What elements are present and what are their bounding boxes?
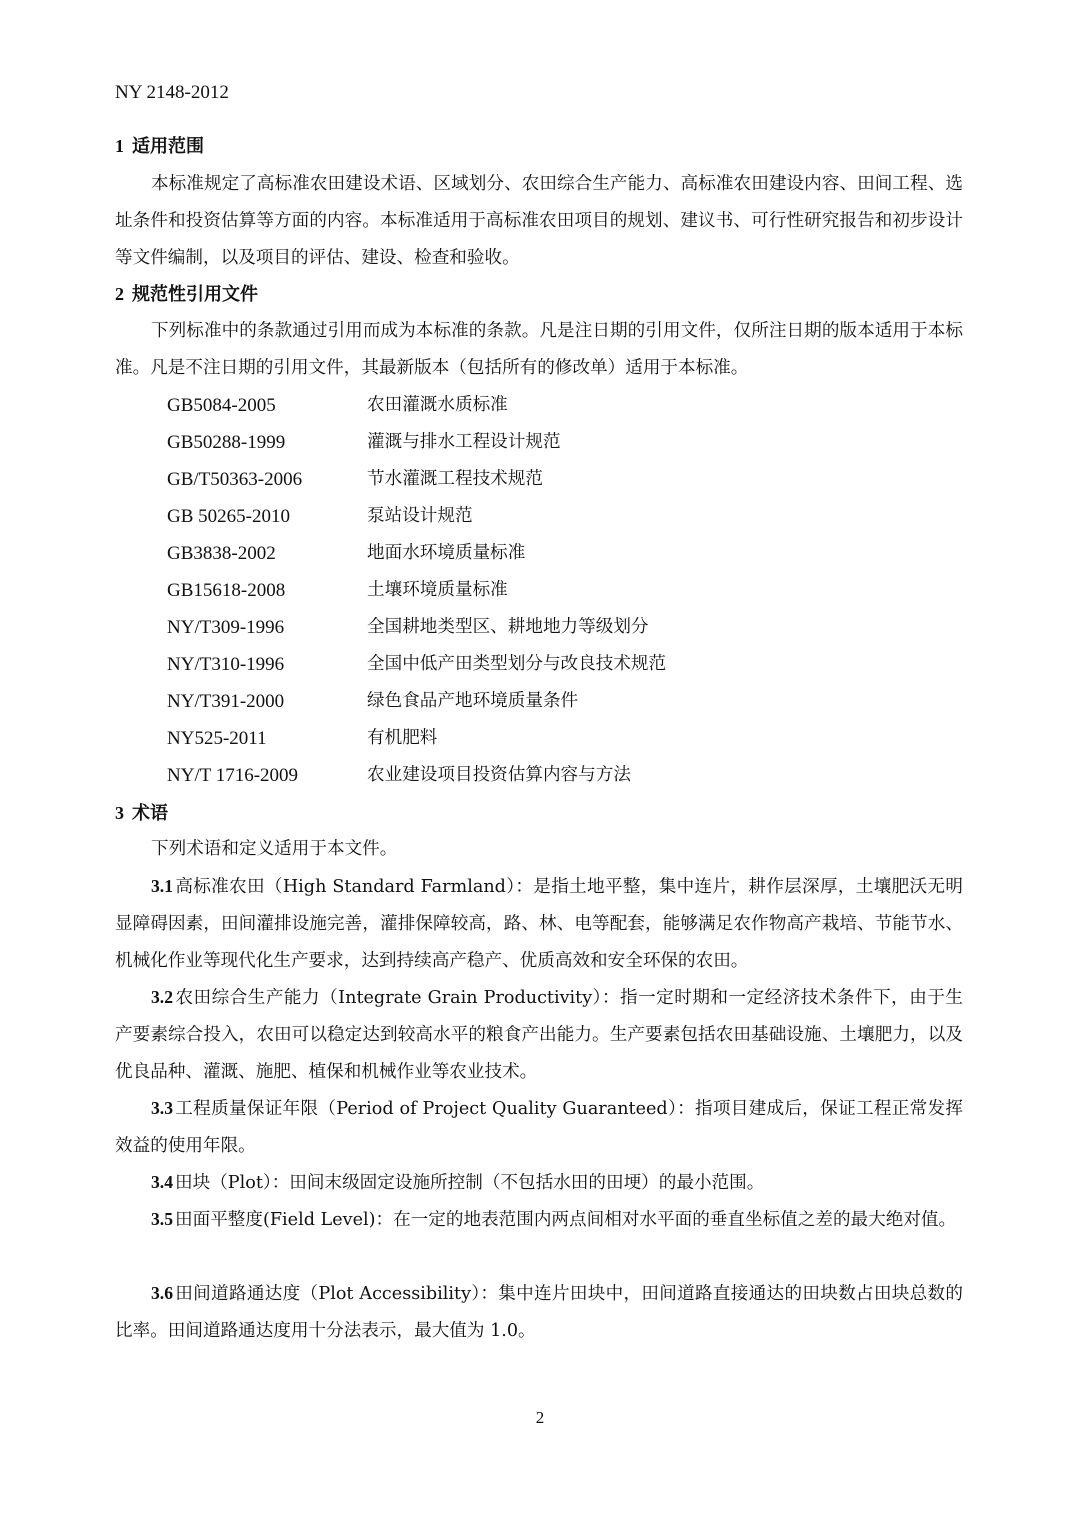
reference-item	[167, 757, 867, 794]
reference-item	[167, 387, 867, 424]
term-number: 3.5	[151, 1209, 173, 1229]
reference-item	[167, 498, 867, 535]
reference-item	[167, 461, 867, 498]
term-text: 工程质量保证年限（Period of Project Quality Guaranteed）：指项目建成后，保证工程正常发挥效益的使用年限。	[115, 1099, 963, 1156]
section-title: 规范性引用文件	[132, 284, 258, 305]
reference-title: 地面水环境质量标准	[367, 543, 526, 563]
section-1-body: 本标准规定了高标准农田建设术语、区域划分、农田综合生产能力、高标准农田建设内容、田间工程、选址条件和投资估算等方面的内容。本标准适用于高标准农田项目的规划、建议书、可行性研究报告和初步设计等文件编制，以及项目的评估、建设、检查和验收。	[115, 174, 963, 268]
term-number: 3.4	[151, 1172, 173, 1192]
section-number: 1	[115, 136, 124, 156]
reference-item	[167, 424, 867, 461]
reference-title: 全国耕地类型区、耕地地力等级划分	[367, 617, 649, 637]
term-text: 田块（Plot）：田间末级固定设施所控制（不包括水田的田埂）的最小范围。	[175, 1173, 765, 1193]
reference-item	[167, 535, 867, 572]
section-3-intro: 下列术语和定义适用于本文件。	[151, 839, 398, 859]
reference-item	[167, 720, 867, 757]
reference-title: 农田灌溉水质标准	[367, 395, 508, 415]
section-2-body: 下列标准中的条款通过引用而成为本标准的条款。凡是注日期的引用文件，仅所注日期的版本适用于本标准。凡是不注日期的引用文件，其最新版本（包括所有的修改单）适用于本标准。	[115, 321, 963, 378]
section-title: 适用范围	[132, 136, 204, 157]
reference-code: GB15618-2008	[167, 580, 286, 601]
term-number: 3.1	[151, 876, 173, 896]
term-3-2	[115, 979, 963, 1091]
section-1-heading	[115, 134, 204, 159]
reference-title: 全国中低产田类型划分与改良技术规范	[367, 654, 667, 674]
term-3-5	[115, 1201, 963, 1239]
term-text: 高标准农田（High Standard Farmland）：是指土地平整，集中连片，耕作层深厚，土壤肥沃无明显障碍因素，田间灌排设施完善，灌排保障较高，路、林、电等配套，能够满足农作物高产栽培、节能节水、机械化作业等现代化生产要求，达到持续高产稳产、优质高效和安全环保的农田。	[115, 877, 963, 971]
term-3-3	[115, 1090, 963, 1165]
term-text: 农田综合生产能力（Integrate Grain Productivity）：指一定时期和一定经济技术条件下，由于生产要素综合投入，农田可以稳定达到较高水平的粮食产出能力。生产要素包括农田基础设施、土壤肥力，以及优良品种、灌溉、施肥、植保和机械作业等农业技术。	[115, 988, 963, 1082]
reference-title: 有机肥料	[367, 728, 438, 748]
reference-code: NY/T 1716-2009	[167, 765, 299, 786]
reference-title: 绿色食品产地环境质量条件	[367, 691, 579, 711]
section-number: 3	[115, 803, 124, 823]
reference-list	[167, 387, 867, 794]
reference-code: GB5084-2005	[167, 395, 276, 416]
reference-item	[167, 646, 867, 683]
term-number: 3.6	[151, 1283, 173, 1303]
term-3-1	[115, 868, 963, 980]
section-3-heading	[115, 801, 168, 826]
reference-item	[167, 609, 867, 646]
term-number: 3.2	[151, 987, 173, 1007]
reference-title: 泵站设计规范	[367, 506, 473, 526]
reference-code: NY/T309-1996	[167, 617, 285, 638]
term-text: 田面平整度(Field Level)：在一定的地表范围内两点间相对水平面的垂直坐标值之差的最大绝对值。	[175, 1210, 957, 1230]
reference-code: NY/T310-1996	[167, 654, 285, 675]
reference-title: 农业建设项目投资估算内容与方法	[367, 765, 631, 785]
term-3-4	[115, 1164, 963, 1202]
page-number: 2	[535, 1408, 545, 1427]
reference-item	[167, 572, 867, 609]
section-number: 2	[115, 284, 124, 304]
term-text: 田间道路通达度（Plot Accessibility）：集中连片田块中，田间道路直接通达的田块数占田块总数的比率。田间道路通达度用十分法表示，最大值为 1.0。	[115, 1284, 963, 1341]
reference-code: GB/T50363-2006	[167, 469, 303, 490]
term-number: 3.3	[151, 1098, 173, 1118]
reference-code: GB50288-1999	[167, 432, 286, 453]
section-title: 术语	[132, 803, 168, 824]
term-3-6	[115, 1275, 963, 1350]
document-code: NY 2148-2012	[115, 82, 229, 103]
reference-code: NY525-2011	[167, 728, 267, 749]
reference-title: 灌溉与排水工程设计规范	[367, 432, 561, 452]
section-2-heading	[115, 282, 258, 307]
reference-code: NY/T391-2000	[167, 691, 285, 712]
reference-title: 土壤环境质量标准	[367, 580, 508, 600]
reference-title: 节水灌溉工程技术规范	[367, 469, 543, 489]
reference-item	[167, 683, 867, 720]
reference-code: GB3838-2002	[167, 543, 276, 564]
reference-code: GB 50265-2010	[167, 506, 290, 527]
